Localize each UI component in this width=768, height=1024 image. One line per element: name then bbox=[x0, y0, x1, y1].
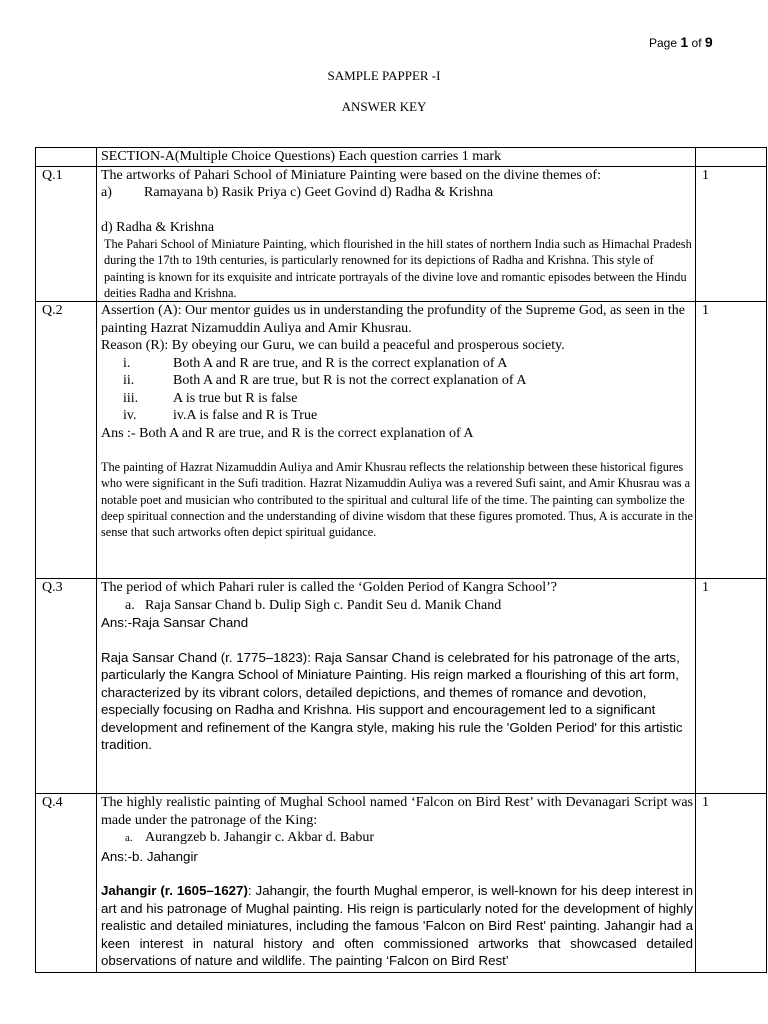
option-item: iii. A is true but R is false bbox=[123, 390, 298, 406]
page-total: 9 bbox=[704, 34, 713, 50]
question-content bbox=[97, 166, 696, 302]
question-number: Q.1 bbox=[36, 166, 97, 302]
answer-key-table bbox=[35, 147, 767, 973]
marks: 1 bbox=[696, 579, 767, 794]
options-text: Ramayana b) Rasik Priya c) Geet Govind d) Radha & Krishna bbox=[144, 185, 494, 200]
option-item: iv. iv.A is false and R is True bbox=[123, 408, 318, 424]
page-label: Page bbox=[649, 36, 678, 50]
options-prefix: a. bbox=[125, 597, 135, 613]
question-row bbox=[36, 166, 767, 302]
option-item: ii. Both A and R are true, but R is not the correct explanation of A bbox=[123, 373, 527, 389]
answer-text: Ans:-Raja Sansar Chand bbox=[101, 615, 249, 631]
question-text: The period of which Pahari ruler is called the ‘Golden Period of Kangra School’? bbox=[101, 580, 558, 596]
explanation-text bbox=[101, 882, 693, 971]
question-number: Q.2 bbox=[36, 302, 97, 579]
explanation-text: The Pahari School of Miniature Painting, which flourished in the hill states of northern India such as Himachal Pradesh during the 17th to 19th centuries, is particularly renowned for its depictions of Radha and Krishna. This style of painting is known for its exquisite and intricate portrayals of the divine love and romantic episodes between the Hindu deities Radha and Krishna. bbox=[104, 237, 692, 300]
document-title: SAMPLE PAPPER -I bbox=[327, 68, 441, 83]
option-list bbox=[101, 355, 693, 425]
answer-text: Ans:-b. Jahangir bbox=[101, 848, 198, 864]
explanation-body: : Jahangir, the fourth Mughal emperor, is well-known for his deep interest in art and his patronage of Mughal painting. His reign is particularly noted for the development of highly realistic and detailed miniatures, including the famous 'Falcon on Bird Rest' painting. Jahangir had a keen interest in natural history and often commissioned artworks that showcased detailed observations of nature and wildlife. The painting ‘Falcon on Bird Rest’ bbox=[101, 883, 693, 969]
marks: 1 bbox=[696, 794, 767, 973]
explanation-bold: Jahangir (r. 1605–1627) bbox=[101, 883, 248, 899]
answer-text: d) Radha & Krishna bbox=[101, 219, 215, 235]
question-row bbox=[36, 302, 767, 579]
question-options bbox=[101, 829, 693, 848]
page-number bbox=[649, 34, 713, 50]
options-prefix: a. bbox=[125, 832, 133, 845]
answer-text: Ans :- Both A and R are true, and R is the correct explanation of A bbox=[101, 425, 474, 441]
page-of: of bbox=[691, 36, 702, 50]
marks: 1 bbox=[696, 166, 767, 302]
question-row bbox=[36, 579, 767, 794]
question-options bbox=[101, 184, 693, 202]
options-text: Aurangzeb b. Jahangir c. Akbar d. Babur bbox=[145, 830, 374, 846]
options-text: Raja Sansar Chand b. Dulip Sigh c. Pandit Seu d. Manik Chand bbox=[145, 597, 502, 613]
marks: 1 bbox=[696, 302, 767, 579]
explanation-text: The painting of Hazrat Nizamuddin Auliya and Amir Khusrau reflects the relationship between these historical figures who were significant in the Sufi tradition. Hazrat Nizamuddin Auliya was a revered Sufi saint, and Amir Khusrau was a notable poet and musician who contributed to the spiritual and cultural life of the time. The painting can symbolize the deep spiritual connection and the understanding of divine wisdom that these figures promoted. Thus, A is accurate in the sense that such artworks often depict spiritual guidance. bbox=[101, 460, 693, 540]
option-item: i. Both A and R are true, and R is the correct explanation of A bbox=[123, 355, 508, 371]
document-subtitle: ANSWER KEY bbox=[341, 99, 427, 114]
explanation-text: Raja Sansar Chand (r. 1775–1823): Raja Sansar Chand is celebrated for his patronage of the arts, particularly the Kangra School of Miniature Painting. His reign marked a flourishing of this art form, characterized by its vibrant colors, detailed depictions, and themes of romance and devotion, especially focusing on Radha and Krishna. His support and encouragement led to a significant development and refinement of the Kangra style, making his rule the 'Golden Period' for this artistic tradition. bbox=[101, 649, 683, 753]
reason-text: Reason (R): By obeying our Guru, we can build a peaceful and prosperous society. bbox=[101, 338, 565, 354]
question-content bbox=[97, 302, 696, 579]
question-number: Q.4 bbox=[36, 794, 97, 973]
question-text: The artworks of Pahari School of Miniature Painting were based on the divine themes of: bbox=[101, 167, 601, 183]
question-row bbox=[36, 794, 767, 973]
question-content bbox=[97, 794, 696, 973]
assertion-text: Assertion (A): Our mentor guides us in understanding the profundity of the Supreme God, as seen in the painting Hazrat Nizamuddin Auliya and Amir Khusrau. bbox=[101, 303, 686, 336]
question-number: Q.3 bbox=[36, 579, 97, 794]
section-header-row bbox=[36, 148, 767, 167]
section-header: SECTION-A(Multiple Choice Questions) Each question carries 1 mark bbox=[97, 148, 696, 167]
question-content bbox=[97, 579, 696, 794]
question-options bbox=[101, 597, 693, 615]
options-prefix: a) bbox=[101, 185, 112, 200]
page-current: 1 bbox=[680, 34, 689, 50]
question-text: The highly realistic painting of Mughal School named ‘Falcon on Bird Rest’ with Devanagari Script was made under the patronage of the King: bbox=[101, 795, 693, 828]
